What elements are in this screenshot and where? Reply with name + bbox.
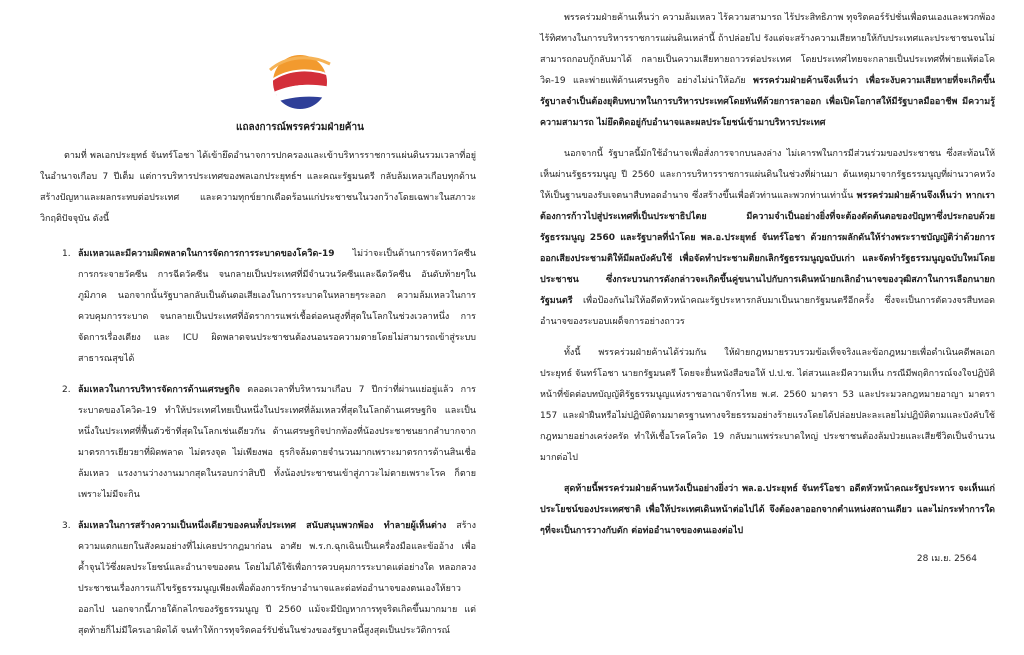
list-item bbox=[62, 244, 476, 370]
list-item bbox=[62, 380, 476, 506]
right-column bbox=[540, 8, 995, 566]
list-lead: ล้มเหลวในการบริหารจัดการด้านเศรษฐกิจ bbox=[78, 385, 241, 395]
list-lead: ล้มเหลวและมีความผิดพลาดในการจัดการการระบาดของโควิด-19 bbox=[78, 249, 335, 259]
paragraph-2-bold: พรรคร่วมฝ่ายค้านจึงเห็นว่า หากเราต้องการก้าวไปสู่ประเทศที่เป็นประชาธิปไตย มีความจำเป็นอย่างยิ่งที่จะต้องตัดต้นตอของปัญหาซึ่งประกอบด้วยรัฐธรรมนูญ 2560 และรัฐบาลที่นำโดย พล.อ.ประยุทธ์ จันทร์โอชา ด้วยการผลักดันให้ร่างพระราชบัญญัติว่าด้วยการออกเสียงประชามติให้มีผลบังคับใช้ เพื่อจัดทำประชามติยกเลิกรัฐธรรมนูญฉบับเก่า และจัดทำรัฐธรรมนูญฉบับใหม่โดยประชาชน ซึ่งกระบวนการดังกล่าวจะเกิดขึ้นคู่ขนานไปกับการเดินหน้ายกเลิกอำนาจของวุฒิสภาในการเลือกนายกรัฐมนตรี bbox=[540, 191, 995, 306]
issue-list bbox=[40, 244, 476, 642]
list-text bbox=[78, 244, 476, 370]
list-text bbox=[78, 380, 476, 506]
list-number: 1. bbox=[62, 249, 71, 259]
list-body: สร้างความแตกแยกในสังคมอย่างที่ไม่เคยปรากฏมาก่อน อาศัย พ.ร.ก.ฉุกเฉินเป็นเครื่องมือและข้ออ้าง เพื่อค้ำจุนไว้ซึ่งผลประโยชน์และอำนาจของตน โดยไม่ได้ใช้เพื่อการควบคุมการระบาดแต่อย่างใด หลอกลวงประชาชนเรื่องการแก้ไขรัฐธรรมนูญเพียงเพื่อต้องการรักษาอำนาจและต่อท่ออำนาจของตนเองให้ยาวออกไป นอกจากนี้ภายใต้กลไกของรัฐธรรมนูญ ปี 2560 แม้จะมีปัญหาการทุจริตเกิดขึ้นมากมาย แต่สุดท้ายก็ไม่มีใครเอาผิดได้ จนทำให้การทุจริตคอร์รัปชั่นในช่วงของรัฐบาลนี้สูงสุดเป็นประวัติการณ์ bbox=[78, 521, 476, 636]
list-number: 3. bbox=[62, 521, 71, 531]
paragraph-1-bold: พรรคร่วมฝ่ายค้านจึงเห็นว่า เพื่อระงับความเสียหายที่จะเกิดขึ้น รัฐบาลจำเป็นต้องยุติบทบาทในการบริหารประเทศโดยทันทีด้วยการลาออก เพื่อเปิดโอกาสให้มีรัฐบาลมืออาชีพ มีความรู้ความสามารถ ไม่ยึดติดอยู่กับอำนาจและผลประโยชน์เข้ามาบริหารประเทศ bbox=[540, 76, 995, 128]
paragraph-3: ทั้งนี้ พรรคร่วมฝ่ายค้านได้ร่วมกัน ให้ฝ่ายกฎหมายรวบรวมข้อเท็จจริงและข้อกฎหมายเพื่อดำเนินคดีพลเอกประยุทธ์ จันทร์โอชา นายกรัฐมนตรี โดยจะยื่นหนังสือขอให้ ป.ป.ช. ไต่สวนและมีความเห็น กรณีมีพฤติการณ์จงใจปฏิบัติหน้าที่ขัดต่อบทบัญญัติรัฐธรรมนูญแห่งราชอาณาจักรไทย พ.ศ. 2560 มาตรา 53 และประมวลกฎหมายอาญา มาตรา 157 และฝ่าฝืนหรือไม่ปฏิบัติตามมาตรฐานทางจริยธรรมอย่างร้ายแรงโดยได้ปล่อยปละละเลยไม่ปฏิบัติตามและบังคับใช้กฎหมายอย่างเคร่งครัด ทำให้เชื้อโรคโควิด 19 กลับมาแพร่ระบาดใหญ่ ประชาชนต้องล้มป่วยและเสียชีวิตเป็นจำนวนมากต่อไป bbox=[540, 348, 995, 463]
paragraph-4: สุดท้ายนี้พรรคร่วมฝ่ายค้านหวังเป็นอย่างยิ่งว่า พล.อ.ประยุทธ์ จันทร์โอชา อดีตหัวหน้าคณะรัฐประหาร จะเห็นแก่ประโยชน์ของประเทศชาติ เพื่อให้ประเทศเดินหน้าต่อไปได้ จึงต้องลาออกจากตำแหน่งสถานเดียว และไม่กระทำการใด ๆที่จะเป็นการวางกับดัก ต่อท่ออำนาจของตนเองต่อไป bbox=[540, 484, 995, 536]
list-body: ตลอดเวลาที่บริหารมาเกือบ 7 ปีกว่าที่ผ่านแย่อยู่แล้ว การระบาดของโควิด-19 ทำให้ประเทศไทยเป็นหนึ่งในประเทศที่ล้มเหลวที่สุดในโลกด้านเศรษฐกิจ และเป็นหนึ่งในประเทศที่ฟื้นตัวช้าที่สุดในโลกเช่นเดียวกัน ด้านเศรษฐกิจปากท้องที่น้องประชาชนยากลำบากจากมาตรการเยียวยาที่ผิดพลาด ไม่ตรงจุด ไม่เพียงพอ ธุรกิจล้มตายจำนวนมากเพราะมาตรการด้านสินเชื่อล้มเหลว แรงงานว่างงานมากสุดในรอบกว่าสิบปี ทั้งน้องประชาชนเข้าสู่ภาวะไม่ตายเพราะโรค ก็ตายเพราะไม่มีจะกิน bbox=[78, 385, 476, 500]
list-number: 2. bbox=[62, 385, 71, 395]
paragraph-1-text: พรรคร่วมฝ่ายค้านเห็นว่า ความล้มเหลว ไร้ความสามารถ ไร้ประสิทธิภาพ ทุจริตคอร์รัปชั่นเพื่อตนเองและพวกพ้อง ไร้ทิศทางในการบริหารราชการแผ่นดินเหล่านี้ ถ้าปล่อยไป รังแต่จะสร้างความเสียหายให้กับประเทศและประชาชนจนไม่สามารถกอบกู้กลับมาได้ กลายเป็นความเสียหายถาวรต่อประเทศ โดยประเทศไทยจะกลายเป็นประเทศที่พ่ายแพ้ต่อโควิด-19 และพ่ายแพ้ด้านเศรษฐกิจ อย่างไม่น่าให้อภัย bbox=[540, 13, 995, 86]
intro-paragraph: ตามที่ พลเอกประยุทธ์ จันทร์โอชา ได้เข้ายึดอำนาจการปกครองและเข้าบริหารราชการแผ่นดินรวมเวลาที่อยู่ในอำนาจเกือบ 7 ปีเต็ม แต่การบริหารประเทศของพลเอกประยุทธ์ฯ และคณะรัฐมนตรี กลับล้มเหลวเกือบทุกด้าน สร้างปัญหาและผลกระทบต่อประเทศ และความทุกข์ยากเดือดร้อนแก่ประชาชนในวงกว้างโดยเฉพาะในสภาวะวิกฤติปัจจุบัน ดังนี้ bbox=[40, 151, 476, 224]
paragraph-2-text: นอกจากนี้ รัฐบาลนี้มักใช้อำนาจเพื่อสั่งการจากบนลงล่าง ไม่เคารพในการมีส่วนร่วมของประชาชน ซึ่งสะท้อนให้เห็นผ่านรัฐธรรมนูญ ปี 2560 และการบริหารราชการแผ่นดินในช่วงที่ผ่านมา ต้นเหตุมาจากรัฐธรรมนูญที่ผ่านวาคหวังให้เป็นฐานของรับเจตนาสืบทอดอำนาจ ซึ่งสร้างขึ้นเพื่อตัวท่านและพวกท่านเท่านั้น bbox=[540, 149, 995, 201]
paragraph-2 bbox=[540, 144, 995, 333]
document-date: 28 เม.ย. 2564 bbox=[916, 554, 977, 564]
list-lead: ล้มเหลวในการสร้างความเป็นหนึ่งเดียวของคนทั้งประเทศ สนับสนุนพวกพ้อง ทำลายผู้เห็นต่าง bbox=[78, 521, 447, 531]
list-text bbox=[78, 516, 476, 642]
document-title: แถลงการณ์พรรคร่วมฝ่ายค้าน bbox=[236, 122, 364, 133]
party-coalition-logo-icon bbox=[264, 44, 336, 116]
list-body: ไม่ว่าจะเป็นด้านการจัดหาวัคซีน การกระจายวัคซีน การฉีดวัคซีน จนกลายเป็นประเทศที่มีจำนวนวัคซีนและฉีดวัคซีน อันดับท้ายๆในภูมิภาค นอกจากนั้นรัฐบาลกลับเป็นต้นตอเสียเองในการระบาดในหลายๆระลอก ความล้มเหลวในการควบคุมการระบาด จนกลายเป็นประเทศที่อัตราการแพร่เชื้อต่อคนสูงที่สุดในโลกในช่วงเวลาหนึ่ง การจัดการเรื่องเตียง และ ICU ผิดพลาดจนประชาชนต้องนอนรอความตายโดยไม่สามารถเข้าสู่ระบบสาธารณสุขได้ bbox=[78, 249, 476, 364]
paragraph-1 bbox=[540, 8, 995, 134]
list-item bbox=[62, 516, 476, 642]
left-body bbox=[40, 146, 476, 642]
paragraph-2-tail: เพื่อป้องกันไม่ให้อดีตหัวหน้าคณะรัฐประหารกลับมาเป็นนายกรัฐมนตรีอีกครั้ง ซึ่งจะเป็นการตัดวงจรสืบทอดอำนาจของระบอบเผด็จการอย่างถาวร bbox=[540, 296, 995, 327]
